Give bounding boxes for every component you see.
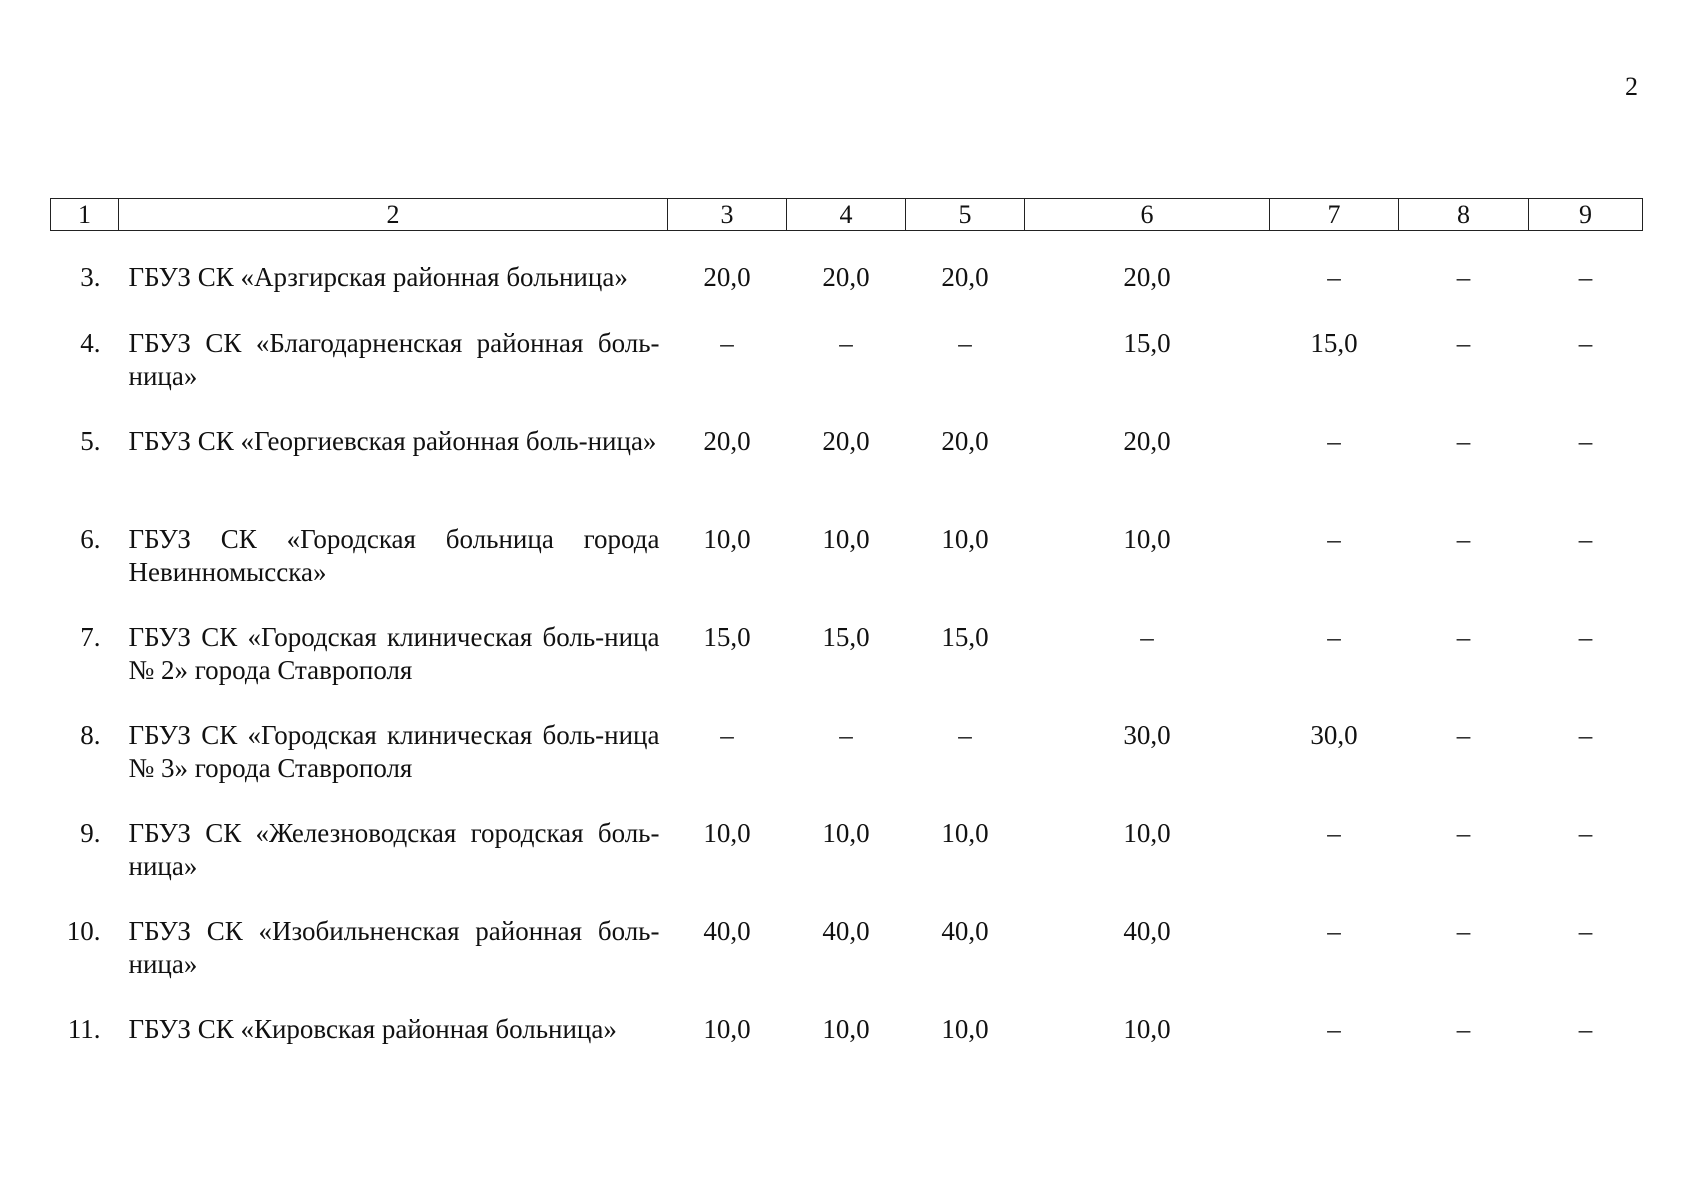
header-cell: 9 xyxy=(1529,199,1643,231)
value-cell: – xyxy=(958,720,972,750)
value-cell: – xyxy=(1456,524,1471,554)
value-cell: – xyxy=(1327,524,1341,554)
row-number: 7. xyxy=(80,622,101,652)
row-number: 9. xyxy=(80,818,101,848)
institution-name: ГБУЗ СК «Городская клиническая боль-ница № 3» города Ставрополя xyxy=(128,720,660,783)
institution-name: ГБУЗ СК «Благодарненская районная боль-ница» xyxy=(128,328,660,391)
row-number: 11. xyxy=(67,1014,101,1044)
value-cell: – xyxy=(1456,916,1471,946)
header-cell: 7 xyxy=(1270,199,1399,231)
value-cell: 30,0 xyxy=(1123,720,1171,750)
value-cell: – xyxy=(1327,916,1341,946)
row-number: 3. xyxy=(80,262,101,292)
value-cell: 10,0 xyxy=(1123,1014,1171,1044)
value-cell: 20,0 xyxy=(822,262,870,292)
table-header xyxy=(51,199,1643,231)
value-cell: – xyxy=(958,328,972,358)
value-cell: 10,0 xyxy=(822,1014,870,1044)
value-cell: 40,0 xyxy=(703,916,751,946)
value-cell: 10,0 xyxy=(703,524,751,554)
value-cell: 10,0 xyxy=(703,818,751,848)
row-number: 4. xyxy=(80,328,101,358)
value-cell: – xyxy=(1456,720,1471,750)
value-cell: 15,0 xyxy=(1123,328,1171,358)
value-cell: 20,0 xyxy=(1123,262,1171,292)
table-row xyxy=(51,719,1643,817)
value-cell: 10,0 xyxy=(941,1014,989,1044)
table-row xyxy=(51,1013,1643,1111)
value-cell: – xyxy=(1327,262,1341,292)
value-cell: 40,0 xyxy=(941,916,989,946)
value-cell: 15,0 xyxy=(941,622,989,652)
value-cell: – xyxy=(720,720,734,750)
value-cell: – xyxy=(1578,818,1593,848)
value-cell: – xyxy=(1456,818,1471,848)
value-cell: – xyxy=(1456,1014,1471,1044)
value-cell: – xyxy=(1578,1014,1593,1044)
value-cell: – xyxy=(1456,328,1471,358)
page-number: 2 xyxy=(1625,72,1638,101)
value-cell: – xyxy=(1456,262,1471,292)
value-cell: 40,0 xyxy=(822,916,870,946)
value-cell: 20,0 xyxy=(822,426,870,456)
institution-name: ГБУЗ СК «Изобильненская районная боль-ница» xyxy=(128,916,660,979)
value-cell: 10,0 xyxy=(1123,524,1171,554)
value-cell: 10,0 xyxy=(703,1014,751,1044)
institution-name: ГБУЗ СК «Кировская районная больница» xyxy=(128,1014,617,1044)
value-cell: – xyxy=(839,328,853,358)
table-row xyxy=(51,425,1643,523)
value-cell: – xyxy=(1578,328,1593,358)
table-body xyxy=(51,231,1643,1112)
table-row xyxy=(51,621,1643,719)
institution-name: ГБУЗ СК «Городская больница города Невинномысска» xyxy=(128,524,660,587)
table-row xyxy=(51,327,1643,425)
value-cell: 20,0 xyxy=(941,426,989,456)
value-cell: – xyxy=(1578,524,1593,554)
row-number: 8. xyxy=(80,720,101,750)
institution-name: ГБУЗ СК «Городская клиническая боль-ница № 2» города Ставрополя xyxy=(128,622,660,685)
data-table xyxy=(50,198,1643,1111)
value-cell: – xyxy=(839,720,853,750)
value-cell: 20,0 xyxy=(703,426,751,456)
header-row xyxy=(51,199,1643,231)
institution-name: ГБУЗ СК «Арзгирская районная больница» xyxy=(128,262,628,292)
value-cell: – xyxy=(720,328,734,358)
header-cell: 6 xyxy=(1025,199,1270,231)
value-cell: 10,0 xyxy=(941,818,989,848)
value-cell: 30,0 xyxy=(1310,720,1358,750)
header-cell: 3 xyxy=(668,199,787,231)
table-row xyxy=(51,915,1643,1013)
value-cell: 20,0 xyxy=(1123,426,1171,456)
value-cell: – xyxy=(1456,426,1471,456)
value-cell: – xyxy=(1578,916,1593,946)
table-row xyxy=(51,231,1643,328)
value-cell: 10,0 xyxy=(822,524,870,554)
value-cell: 15,0 xyxy=(703,622,751,652)
value-cell: – xyxy=(1578,426,1593,456)
value-cell: – xyxy=(1578,622,1593,652)
value-cell: – xyxy=(1327,622,1341,652)
header-cell: 4 xyxy=(787,199,906,231)
header-cell: 1 xyxy=(51,199,119,231)
value-cell: 10,0 xyxy=(941,524,989,554)
value-cell: – xyxy=(1578,720,1593,750)
value-cell: 15,0 xyxy=(1310,328,1358,358)
row-number: 5. xyxy=(80,426,101,456)
value-cell: 40,0 xyxy=(1123,916,1171,946)
header-cell: 5 xyxy=(906,199,1025,231)
value-cell: – xyxy=(1456,622,1471,652)
row-number: 6. xyxy=(80,524,101,554)
value-cell: 10,0 xyxy=(822,818,870,848)
table-row xyxy=(51,817,1643,915)
header-cell: 8 xyxy=(1399,199,1529,231)
value-cell: – xyxy=(1578,262,1593,292)
institution-name: ГБУЗ СК «Железноводская городская боль-ница» xyxy=(128,818,660,881)
table-row xyxy=(51,523,1643,621)
value-cell: – xyxy=(1327,1014,1341,1044)
value-cell: – xyxy=(1140,622,1154,652)
value-cell: – xyxy=(1327,426,1341,456)
value-cell: 15,0 xyxy=(822,622,870,652)
value-cell: 10,0 xyxy=(1123,818,1171,848)
value-cell: 20,0 xyxy=(703,262,751,292)
value-cell: – xyxy=(1327,818,1341,848)
institution-name: ГБУЗ СК «Георгиевская районная боль-ница» xyxy=(128,426,657,456)
row-number: 10. xyxy=(66,916,101,946)
header-cell: 2 xyxy=(119,199,668,231)
value-cell: 20,0 xyxy=(941,262,989,292)
